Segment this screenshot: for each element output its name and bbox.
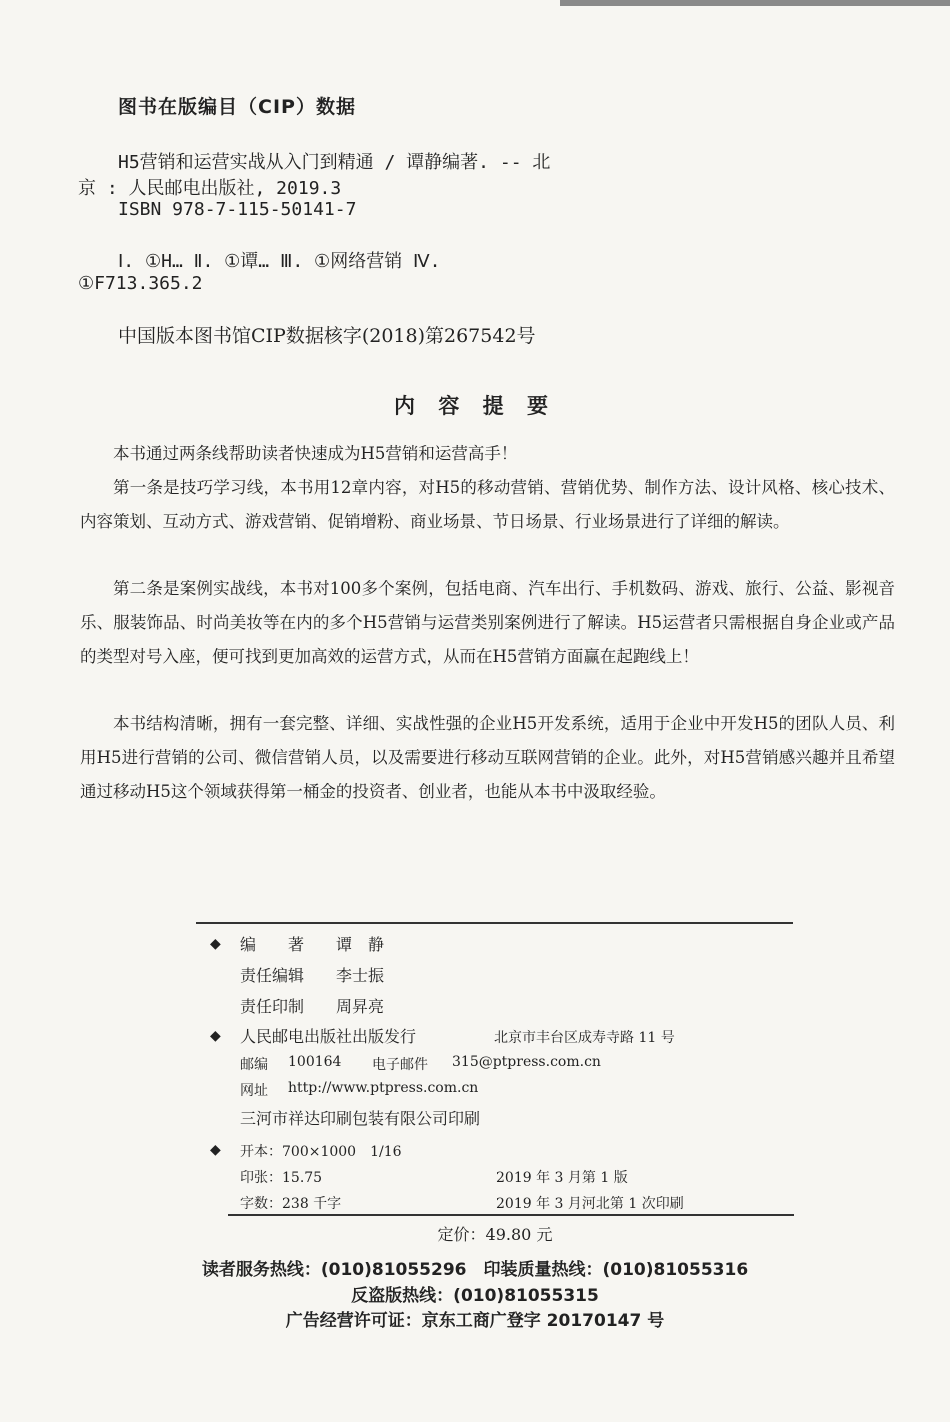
anti-piracy-hotline: 反盗版热线：(010)81055315	[351, 1286, 599, 1306]
publisher-address: 北京市丰台区成寿寺路 11 号	[494, 1030, 675, 1046]
printer-company: 三河市祥达印刷包装有限公司印刷	[240, 1109, 481, 1128]
cip-heading: 图书在版编目（CIP）数据	[118, 96, 356, 118]
print-manager-label: 责任印制	[240, 997, 305, 1016]
cip-record-number: 中国版本图书馆CIP数据核字(2018)第267542号	[118, 325, 536, 347]
service-hotline: 读者服务热线：(010)81055296 印装质量热线：(010)81055316	[201, 1260, 749, 1280]
printed-sheets: 印张：15.75	[240, 1170, 323, 1186]
cip-class-number: ①F713.365.2	[78, 273, 203, 294]
imprint-bottom-rule	[228, 1214, 794, 1216]
cip-publisher-line: 京 : 人民邮电出版社, 2019.3	[78, 178, 342, 199]
ad-license: 广告经营许可证：京东工商广登字 20170147 号	[285, 1311, 665, 1331]
diamond-bullet-icon: ◆	[210, 1028, 221, 1044]
summary-title: 内 容 提 要	[394, 394, 556, 418]
edition-date: 2019 年 3 月第 1 版	[496, 1170, 628, 1186]
publisher-name: 人民邮电出版社出版发行	[240, 1027, 417, 1046]
summary-paragraph-2: 第一条是技巧学习线，本书用12章内容，对H5的移动营销、营销优势、制作方法、设计风格、核心技术、内容策划、互动方式、游戏营销、促销增粉、商业场景、节日场景、行业场景进行了详细的解读。	[80, 478, 895, 531]
print-manager-name: 周昇亮	[336, 997, 385, 1016]
email-label: 电子邮件	[372, 1057, 428, 1073]
cip-classification-line: Ⅰ. ①H… Ⅱ. ①谭… Ⅲ. ①网络营销 Ⅳ.	[118, 251, 441, 272]
summary-paragraph-3: 第二条是案例实战线，本书对100多个案例，包括电商、汽车出行、手机数码、游戏、旅行、公益、影视音乐、服装饰品、时尚美妆等在内的多个H5营销与运营类别案例进行了解读。H5运营者只需根据自身企业或产品的类型对号入座，便可找到更加高效的运营方式，从而在H5营销方面赢在起跑线上！	[80, 579, 895, 666]
diamond-bullet-icon: ◆	[210, 936, 221, 952]
editor-label: 责任编辑	[240, 966, 305, 985]
summary-paragraph-1: 本书通过两条线帮助读者快速成为H5营销和运营高手！	[113, 444, 518, 463]
imprint-top-rule	[196, 922, 793, 924]
author-label: 编 著	[240, 935, 305, 954]
cip-title-line: H5营销和运营实战从入门到精通 / 谭静编著. -- 北	[118, 152, 551, 173]
author-name: 谭 静	[336, 935, 385, 954]
book-format: 开本：700×1000 1/16	[240, 1144, 402, 1160]
postcode-label: 邮编	[240, 1057, 268, 1073]
editor-name: 李士振	[336, 966, 385, 985]
diamond-bullet-icon: ◆	[210, 1142, 221, 1158]
website-value: http://www.ptpress.com.cn	[288, 1080, 479, 1096]
website-label: 网址	[240, 1083, 268, 1099]
cip-isbn-line: ISBN 978-7-115-50141-7	[118, 199, 357, 220]
summary-paragraph-4: 本书结构清晰，拥有一套完整、详细、实战性强的企业H5开发系统，适用于企业中开发H5的团队人员、利用H5进行营销的公司、微信营销人员，以及需要进行移动互联网营销的企业。此外，对H5营销感兴趣并且希望通过移动H5这个领域获得第一桶金的投资者、创业者，也能从本书中汲取经验。	[80, 714, 895, 801]
impression-date: 2019 年 3 月河北第 1 次印刷	[496, 1196, 684, 1212]
email-value: 315@ptpress.com.cn	[452, 1054, 601, 1070]
top-edge-bar	[560, 0, 950, 6]
word-count: 字数：238 千字	[240, 1196, 342, 1212]
book-price: 定价：49.80 元	[437, 1225, 553, 1244]
postcode-value: 100164	[288, 1054, 342, 1070]
